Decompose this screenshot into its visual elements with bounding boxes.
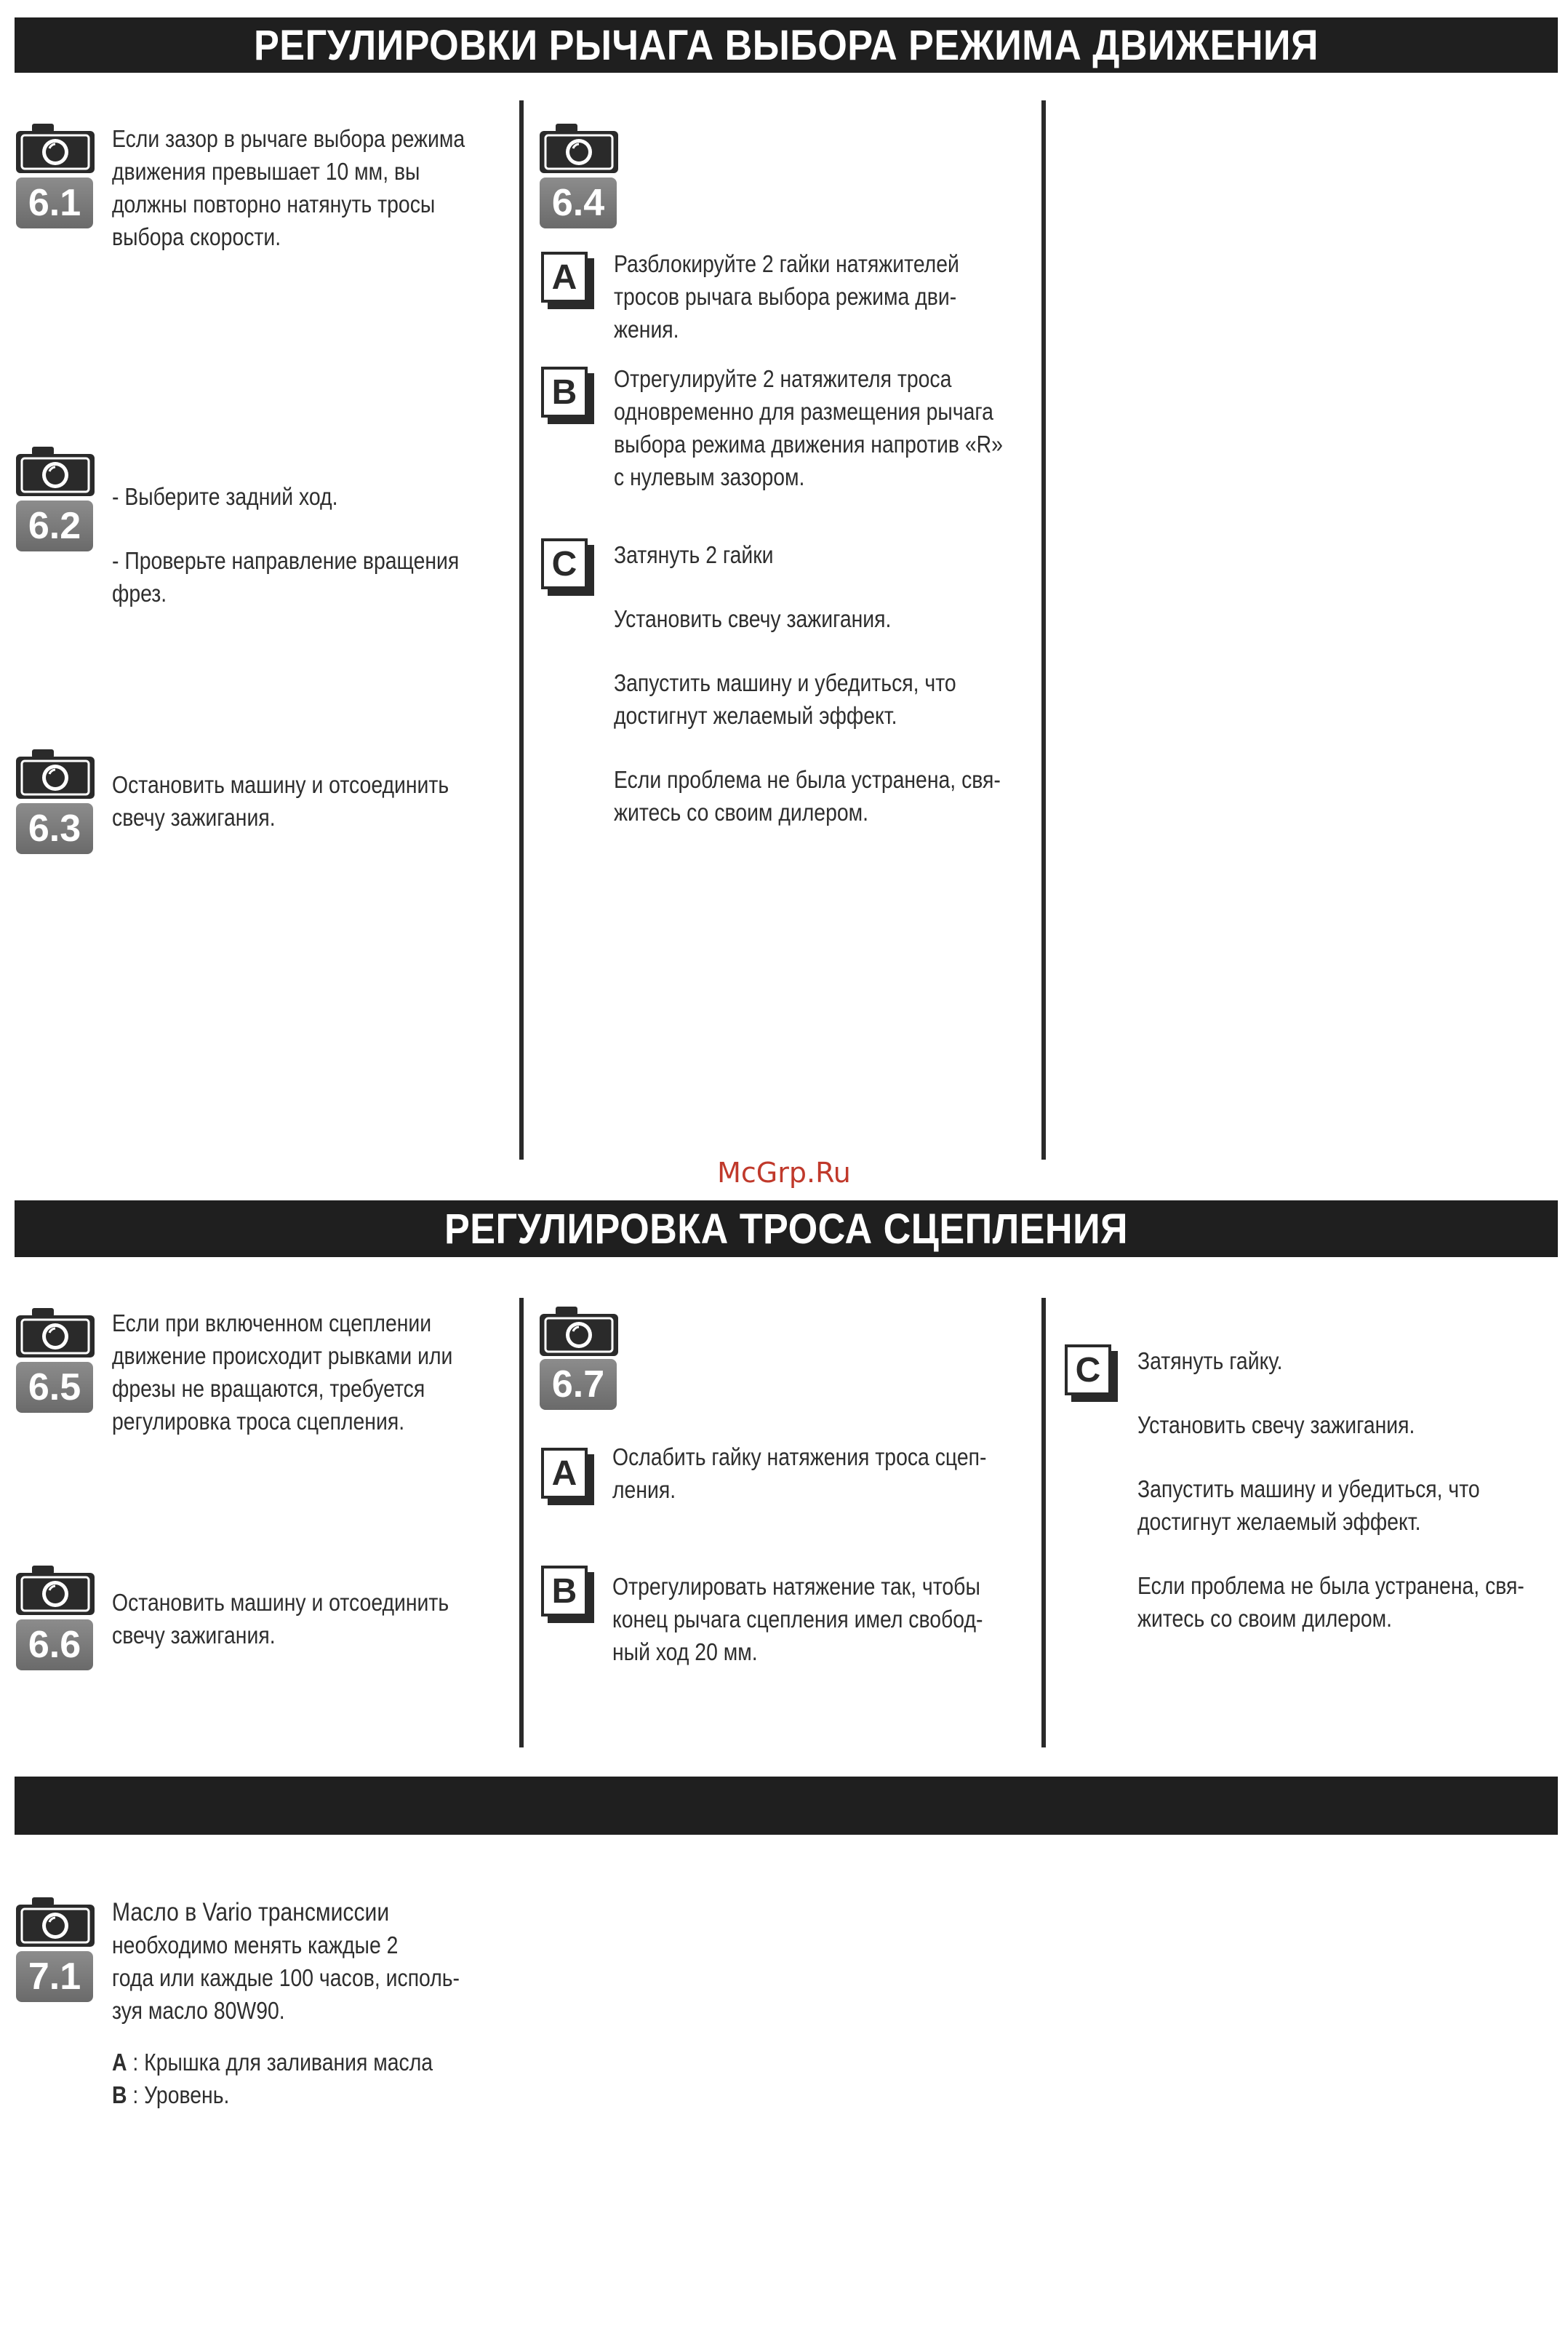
camera-icon (540, 1305, 618, 1356)
step-badge: 6.4 (540, 178, 617, 228)
step-letter-b: B (541, 367, 588, 418)
column-divider (519, 1298, 524, 1747)
step-7-1-heading: Масло в Vario трансмиссии (112, 1898, 390, 1926)
step-c-text: Затянуть гайку. Установить свечу зажигания. Запустить машину и убедиться, что достигнут желаемый эффект. Если проблема не была устранена, свя- житесь со своим дилером. (1137, 1347, 1524, 1632)
step-badge: 6.2 (16, 501, 93, 551)
section-title: РЕГУЛИРОВКИ РЫЧАГА ВЫБОРА РЕЖИМА ДВИЖЕНИЯ (254, 21, 1319, 69)
step-6-4-a-text: Разблокируйте 2 гайки натяжителей тросов рычага выбора режима дви- жения. (614, 250, 959, 343)
step-badge: 6.6 (16, 1619, 93, 1670)
column-divider (1041, 1298, 1046, 1747)
step-badge: 6.1 (16, 178, 93, 228)
step-7-1-text: Масло в Vario трансмиссии необходимо менять каждые 2 года или каждые 100 часов, исполь- зуя масло 80W90. A : Крышка для заливания масла B : Уровень. (112, 1896, 460, 2111)
section-header-gear-lever (15, 17, 1558, 73)
step-letter-c: C (1065, 1344, 1111, 1395)
camera-icon (16, 1896, 95, 1947)
section-header-blank (15, 1777, 1558, 1835)
camera-icon (16, 445, 95, 496)
step-letter-a: A (541, 1448, 588, 1499)
watermark: McGrp.Ru (717, 1157, 851, 1189)
step-6-2-text: - Выберите задний ход. - Проверьте направление вращения фрез. (112, 483, 460, 607)
step-6-6-text: Остановить машину и отсоединить свечу зажигания. (112, 1589, 449, 1649)
step-letter-b: B (541, 1566, 588, 1617)
camera-icon (16, 1307, 95, 1358)
step-badge: 6.5 (16, 1362, 93, 1413)
column-divider (519, 100, 524, 1160)
step-6-7-b-text: Отрегулировать натяжение так, чтобы конец рычага сцепления имел свобод- ный ход 20 мм. (612, 1573, 983, 1665)
section-title (92, 1777, 1481, 1835)
camera-icon (16, 122, 95, 173)
camera-icon (16, 748, 95, 799)
section-header-clutch-cable (15, 1200, 1558, 1257)
camera-icon (16, 1564, 95, 1615)
step-6-4-c-text: Затянуть 2 гайки Установить свечу зажигания. Запустить машину и убедиться, что достигнут желаемый эффект. Если проблема не была устранена, свя- житесь со своим дилером. (614, 541, 1001, 826)
step-6-3-text: Остановить машину и отсоединить свечу зажигания. (112, 771, 449, 831)
step-6-7-a-text: Ослабить гайку натяжения троса сцеп- ления. (612, 1443, 987, 1503)
step-badge: 7.1 (16, 1951, 93, 2002)
step-6-4-b-text: Отрегулируйте 2 натяжителя троса одновременно для размещения рычага выбора режима движения напротив «R» с нулевым зазором. (614, 365, 1003, 490)
camera-icon (540, 122, 618, 173)
column-divider (1041, 100, 1046, 1160)
step-6-5-text: Если при включенном сцеплении движение происходит рывками или фрезы не вращаются, требуется регулировка троса сцепления. (112, 1309, 453, 1435)
step-badge: 6.3 (16, 803, 93, 854)
step-6-1-text: Если зазор в рычаге выбора режима движения превышает 10 мм, вы должны повторно натянуть тросы выбора скорости. (112, 125, 465, 250)
section-title: РЕГУЛИРОВКА ТРОСА СЦЕПЛЕНИЯ (444, 1205, 1129, 1253)
step-badge: 6.7 (540, 1359, 617, 1410)
step-letter-a: A (541, 252, 588, 303)
step-letter-c: C (541, 538, 588, 589)
